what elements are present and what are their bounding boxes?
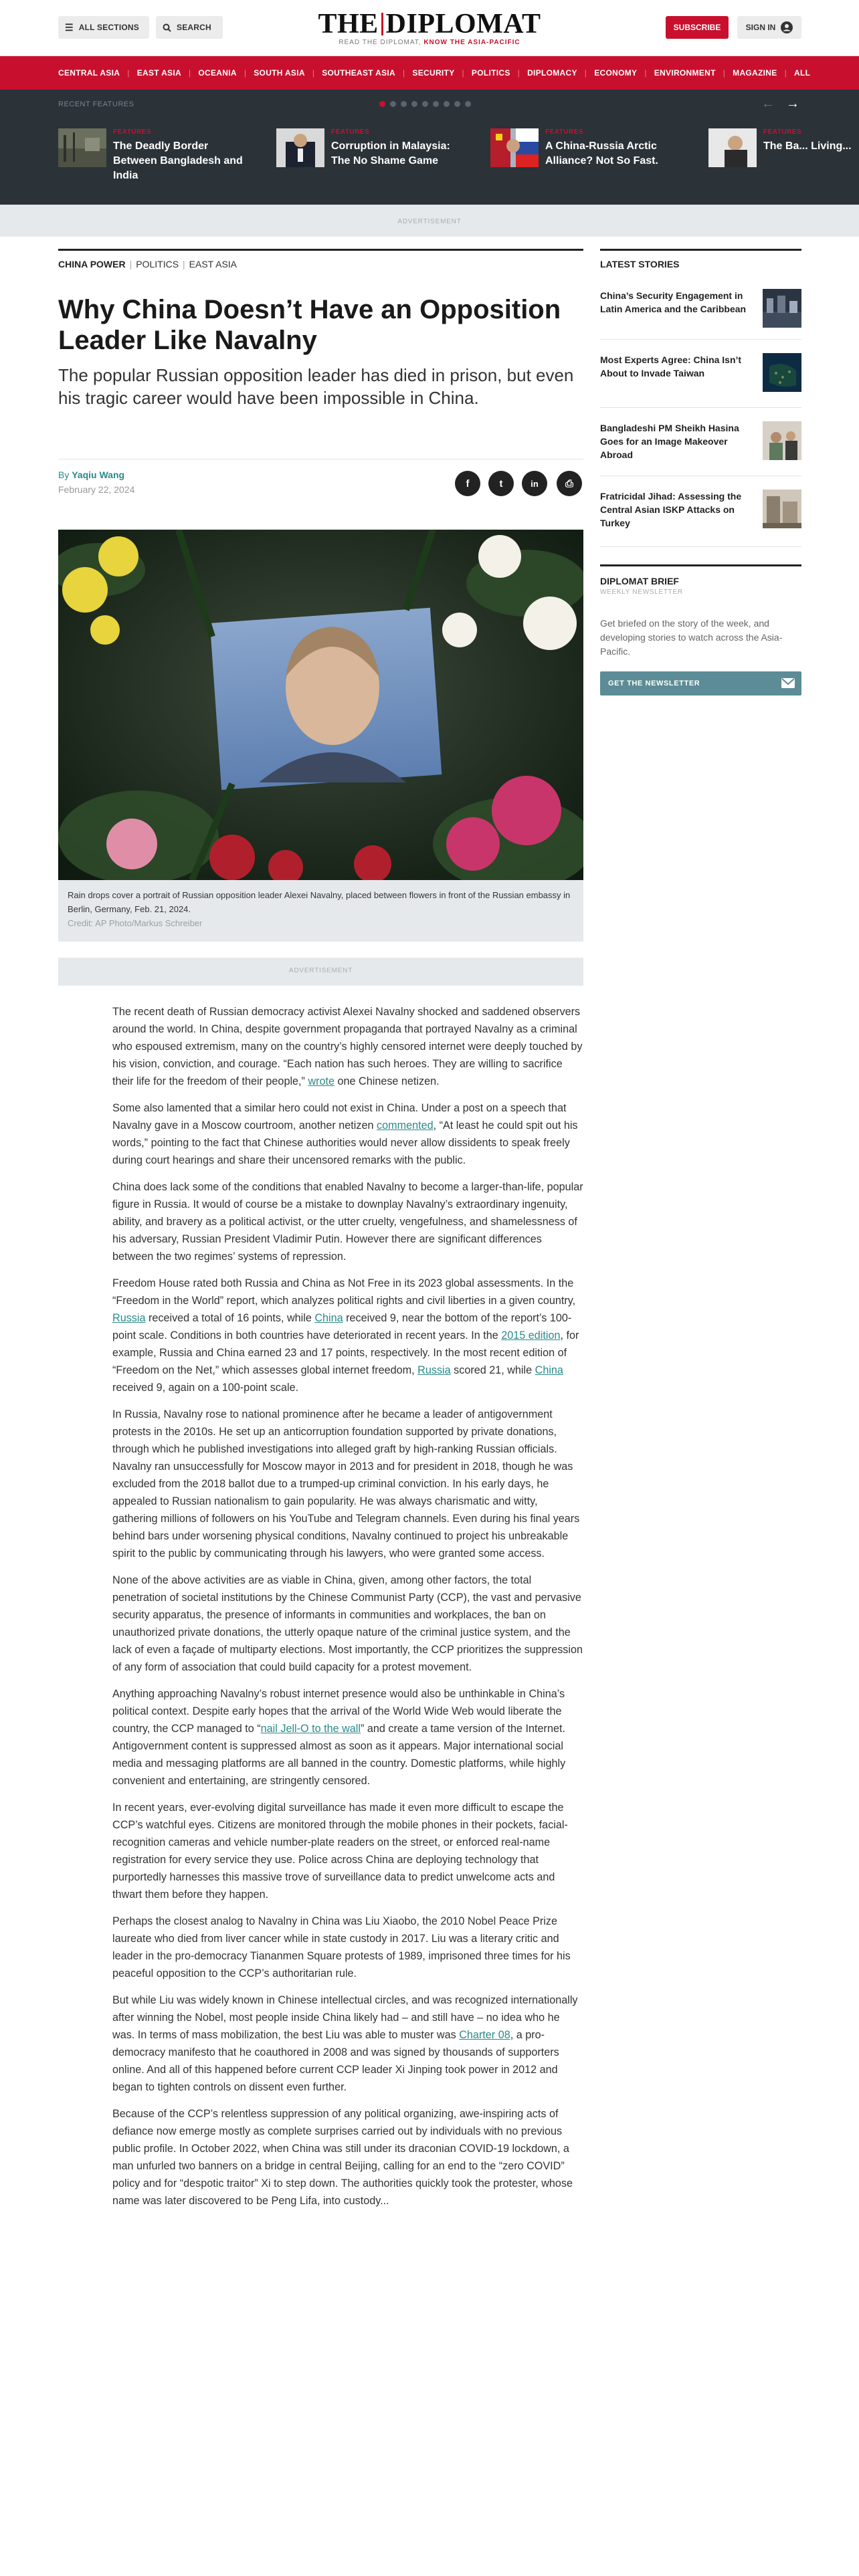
nav-separator: |	[517, 68, 520, 78]
get-newsletter-button[interactable]: GET THE NEWSLETTER	[600, 671, 801, 695]
article-subtitle: The popular Russian opposition leader has died in prison, but even his tragic career would have been impossible in China.	[58, 365, 574, 408]
inline-link[interactable]: Russia	[417, 1364, 451, 1376]
story-thumbnail	[763, 353, 801, 392]
twitter-share-icon[interactable]: t	[488, 471, 514, 496]
article-paragraph: Because of the CCP’s relentless suppression of any political organizing, awe-inspiring acts of defiance now emerge mostly as complete surprises carried out by individuals with no previous public profile. In October 2022, when China was still under its draconian COVID-19 lockdown, a man unfurled two banners on a bridge in central Beijing, calling for an end to the “zero COVID” policy and for “despotic traitor” Xi to step down. The authorities quickly took the protester, whose name was later discovered to be Peng Lifa, into custody...	[112, 2108, 573, 2207]
carousel-dots[interactable]	[379, 101, 471, 107]
inline-link[interactable]: 2015 edition	[501, 1329, 561, 1341]
inline-link[interactable]: wrote	[308, 1075, 335, 1087]
mail-icon	[781, 678, 795, 688]
story-thumbnail	[763, 289, 801, 328]
latest-stories-heading: LATEST STORIES	[600, 249, 801, 270]
ad-slot: ADVERTISEMENT	[58, 958, 583, 986]
prev-arrow-icon[interactable]: ←	[761, 96, 775, 111]
search-button[interactable]: SEARCH	[156, 16, 223, 39]
features-label: RECENT FEATURES	[58, 100, 134, 108]
nav-item-oceania[interactable]: OCEANIA	[198, 68, 237, 78]
nav-separator: |	[644, 68, 647, 78]
sign-in-button[interactable]: SIGN IN	[737, 16, 801, 39]
nav-separator: |	[784, 68, 787, 78]
nav-separator: |	[188, 68, 191, 78]
crumb-politics[interactable]: POLITICS	[136, 259, 179, 270]
crumb-east-asia[interactable]: EAST ASIA	[189, 259, 237, 270]
article-paragraph: In recent years, ever-evolving digital surveillance has made it even more difficult to escape the CCP’s watchful eyes. Citizens are monitored through the mobile phones in their pockets, facial-recognition cameras and vehicle number-plate readers on the street, or enforced real-name registration for every service they use. Police across China are deploying technology that purportedly harnesses this massive trove of surveillance data to predict unwelcome acts and thwart them before they happen.	[112, 1802, 568, 1901]
nav-separator: |	[127, 68, 130, 78]
next-arrow-icon[interactable]: →	[786, 96, 799, 111]
nav-item-southeast-asia[interactable]: SOUTHEAST ASIA	[322, 68, 395, 78]
nav-separator: |	[403, 68, 405, 78]
nav-item-magazine[interactable]: MAGAZINE	[733, 68, 777, 78]
logo-divider	[381, 13, 383, 35]
article-title: Why China Doesn’t Have an Opposition Leader Like Navalny	[58, 295, 561, 355]
nav-item-south-asia[interactable]: SOUTH ASIA	[254, 68, 305, 78]
nav-item-politics[interactable]: POLITICS	[471, 68, 510, 78]
breadcrumb: CHINA POWER | POLITICS | EAST ASIA	[58, 249, 583, 270]
navalny-portrait-image	[58, 530, 583, 880]
article-paragraph: Anything approaching Navalny’s robust internet presence would also be unthinkable in China’s political context. Despite early hopes that the arrival of the World Wide Web would liberate the country, the CCP managed to “nail Jell-O to the wall” and create a tame version of the Internet. Antigovernment content is suppressed almost as soon as it appears. Major international social media and messaging platforms are all banned in the country. Domestic platforms, while highly convenient and entertaining, are stringently censored.	[112, 1688, 566, 1787]
article-body	[112, 1003, 583, 2219]
brief-description: Get briefed on the story of the week, and developing stories to watch across the Asia-Pacific.	[600, 618, 783, 657]
story-thumbnail	[763, 490, 801, 528]
byline: By Yaqiu Wang	[58, 469, 125, 480]
article-photo	[58, 530, 583, 880]
site-logo[interactable]	[0, 9, 859, 46]
feature-thumbnail	[490, 128, 539, 167]
all-sections-button[interactable]: ☰ ALL SECTIONS	[58, 16, 149, 39]
nav-item-economy[interactable]: ECONOMY	[594, 68, 638, 78]
logo-text-diplomat: DIPLOMAT	[385, 9, 541, 39]
feature-thumbnail	[708, 128, 757, 167]
feature-card[interactable]: FEATURES The Ba... Living...	[708, 128, 859, 195]
author-link[interactable]: Yaqiu Wang	[72, 469, 125, 480]
nav-separator: |	[244, 68, 247, 78]
photo-caption: Rain drops cover a portrait of Russian opposition leader Alexei Navalny, placed between flowers in front of the Russian embassy in Berlin, Germany, Feb. 21, 2024. Credit: AP Photo/Markus Schreiber	[58, 880, 583, 942]
feature-card[interactable]: FEATURES A China-Russia Arctic Alliance? Not So Fast.	[490, 128, 671, 195]
article-paragraph: The recent death of Russian democracy activist Alexei Navalny shocked and saddened observers around the world. In China, despite government propaganda that portrayed Navalny as a criminal who espoused extremism, many on the country’s highly censored internet were deeply touched by his vision, conviction, and courage. “Each nation has such heroes. They are willing to sacrifice their life for the freedom of their people,” wrote one Chinese netizen.	[112, 1006, 583, 1087]
article-paragraph: But while Liu was widely known in Chinese intellectual circles, and was recognized internationally after winning the Nobel, most people inside China likely had – and still have – no idea who he was. In terms of mass mobilization, the best Liu was able to muster was Charter 08, a pro-democracy manifesto that he coauthored in 2008 and was signed by thousands of supporters online. And all of this happened before current CCP leader Xi Jinping took power in 2012 and began to tighten controls on dissent even further.	[112, 1994, 578, 2093]
facebook-share-icon[interactable]: f	[455, 471, 480, 496]
article-paragraph: Perhaps the closest analog to Navalny in China was Liu Xiaobo, the 2010 Nobel Peace Prize laureate who died from liver cancer while in state custody in 2017. Liu was a literary critic and leader in the pro-democracy Tiananmen Square protests of 1989, imprisoned three times for his peaceful opposition to the CCP’s authoritarian rule.	[112, 1915, 571, 1979]
inline-link[interactable]: Charter 08	[459, 2029, 510, 2041]
latest-story-item[interactable]: Most Experts Agree: China Isn’t About to Invade Taiwan	[600, 353, 801, 408]
subscribe-button[interactable]: SUBSCRIBE	[666, 16, 729, 39]
latest-story-item[interactable]: Bangladeshi PM Sheikh Hasina Goes for an Image Makeover Abroad	[600, 421, 801, 476]
user-icon	[781, 21, 793, 33]
nav-separator: |	[584, 68, 587, 78]
article-paragraph: China does lack some of the conditions that enabled Navalny to become a larger-than-life, popular figure in Russia. It would of course be a mistake to downplay Navalny’s extraordinary ingenuity, ability, and bravery as a political activist, or the utter cruelty, vengefulness, and shamelessness of his adversary, Russian President Vladimir Putin. However there are significant differences between the two regimes’ systems of repression.	[112, 1181, 583, 1263]
print-icon[interactable]: ⎙	[557, 471, 582, 496]
latest-story-item[interactable]: China’s Security Engagement in Latin America and the Caribbean	[600, 289, 801, 340]
main-nav	[0, 56, 859, 90]
nav-item-east-asia[interactable]: EAST ASIA	[136, 68, 181, 78]
feature-card[interactable]: FEATURES Corruption in Malaysia: The No Shame Game	[276, 128, 457, 195]
recent-features	[0, 90, 859, 205]
nav-item-diplomacy[interactable]: DIPLOMACY	[527, 68, 577, 78]
nav-item-all[interactable]: ALL	[793, 68, 811, 78]
inline-link[interactable]: Russia	[112, 1312, 146, 1324]
crumb-china-power[interactable]: CHINA POWER	[58, 259, 126, 270]
article-paragraph: Freedom House rated both Russia and China as Not Free in its 2023 global assessments. In the “Freedom in the World” report, which analyzes political rights and civil liberties in a given country, Russia received a total of 16 points, while China received 9, near the bottom of the report’s 100-point scale. Conditions in both countries have deteriorated in recent years. In the 2015 edition, for example, Russia and China earned 23 and 17 points, respectively. In the most recent edition of “Freedom on the Net,” which assesses global internet freedom, Russia scored 21, while China received 9, again on a 100-point scale.	[112, 1277, 579, 1394]
feature-thumbnail	[58, 128, 106, 167]
feature-card[interactable]: FEATURES The Deadly Border Between Bangladesh and India	[58, 128, 239, 195]
feature-thumbnail	[276, 128, 324, 167]
logo-text-the: THE	[318, 9, 379, 39]
article-date: February 22, 2024	[58, 484, 135, 495]
photo-credit: Credit: AP Photo/Markus Schreiber	[68, 918, 203, 928]
diplomat-brief-heading: DIPLOMAT BRIEF WEEKLY NEWSLETTER	[600, 564, 801, 596]
inline-link[interactable]: China	[314, 1312, 343, 1324]
inline-link[interactable]: China	[535, 1364, 563, 1376]
nav-separator: |	[723, 68, 726, 78]
nav-item-central-asia[interactable]: CENTRAL ASIA	[58, 68, 120, 78]
nav-separator: |	[462, 68, 464, 78]
site-header	[0, 0, 859, 56]
nav-separator: |	[312, 68, 315, 78]
inline-link[interactable]: nail Jell-O to the wall	[260, 1723, 361, 1735]
ad-banner: ADVERTISEMENT	[0, 205, 859, 237]
article-paragraph: In Russia, Navalny rose to national prominence after he became a leader of antigovernment protests in the 2010s. He set up an anticorruption foundation supported by private donations, through which he published investigations into alleged graft by high-ranking Russian officials. Navalny ran unsuccessfully for Moscow mayor in 2013 and for president in 2018, though he was excluded from the 2018 ballot due to a trumped-up criminal conviction. In his early days, he appealed to Russian nationalism to gain popularity. He was always charismatic and witty, gathering millions of followers on his YouTube and Telegram channels. Even during his final years behind bars under worsening physical conditions, Navalny continued to project his unbreakable spirit to the public by communicating through his lawyers, who were granted some access.	[112, 1408, 580, 1560]
latest-story-item[interactable]: Fratricidal Jihad: Assessing the Central Asian ISKP Attacks on Turkey	[600, 490, 801, 547]
inline-link[interactable]: commented	[377, 1119, 434, 1132]
logo-tagline: READ THE DIPLOMAT, KNOW THE ASIA-PACIFIC	[339, 39, 520, 46]
linkedin-share-icon[interactable]: in	[522, 471, 547, 496]
story-thumbnail	[763, 421, 801, 460]
nav-item-environment[interactable]: ENVIRONMENT	[654, 68, 716, 78]
article-paragraph: Some also lamented that a similar hero could not exist in China. Under a post on a speech that Navalny gave in a Moscow courtroom, another netizen commented, “At least he could spit out his words,” pointing to the fact that Chinese authorities would never allow dissidents to speak freely during court hearings and share their uncensored remarks with the public.	[112, 1102, 578, 1166]
nav-item-security[interactable]: SECURITY	[412, 68, 455, 78]
menu-icon: ☰	[65, 21, 74, 33]
article-paragraph: None of the above activities are as viable in China, given, among other factors, the total penetration of societal institutions by the Chinese Communist Party (CCP), the vast and pervasive security apparatus, the presence of informants in communities and workplaces, the ban on unauthorized private donations, the utterly opaque nature of the criminal justice system, and the lack of even a façade of multiparty elections. Most importantly, the CCP prioritizes the suppression of any form of association that could build capacity for a protest movement.	[112, 1574, 583, 1673]
